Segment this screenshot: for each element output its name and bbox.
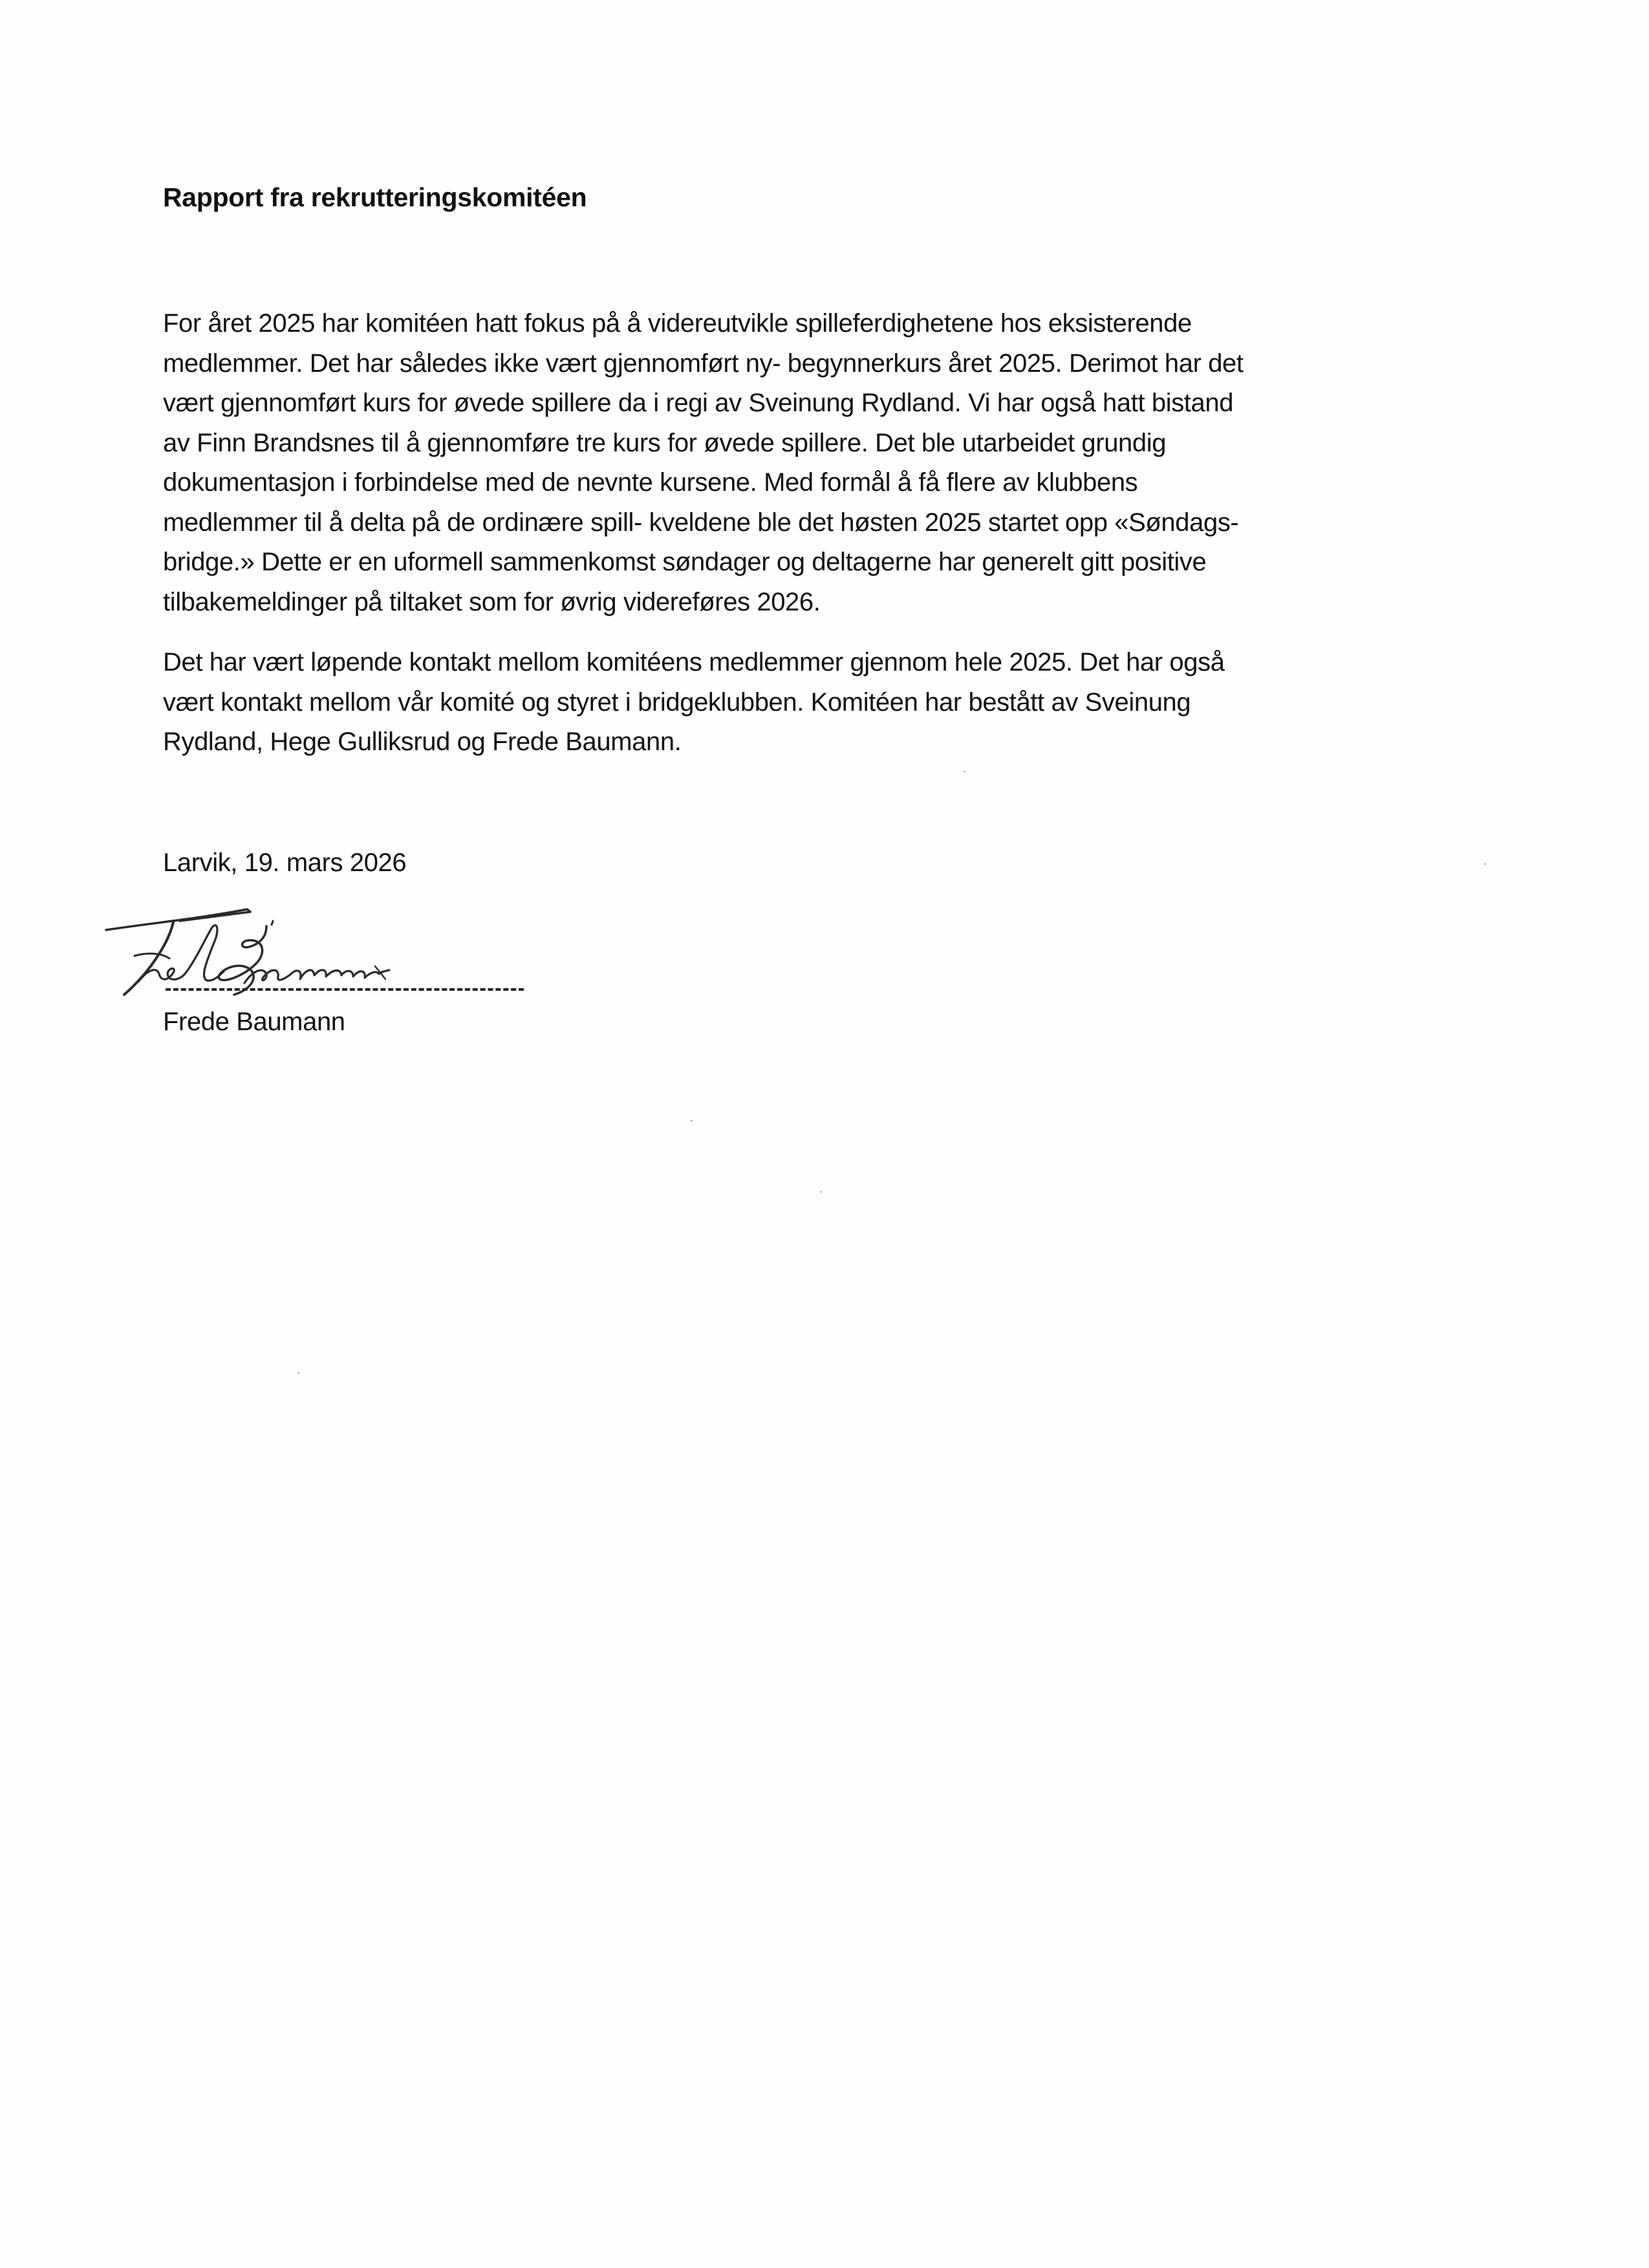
text-line: Det har vært løpende kontakt mellom komitéens medlemmer gjennom hele 2025. Det har også (163, 648, 1225, 676)
scan-speck (1484, 863, 1486, 865)
text-line: av Finn Brandsnes til å gjennomføre tre kurs for øvede spillere. Det ble utarbeidet grundig (163, 428, 1167, 457)
place-and-date: Larvik, 19. mars 2026 (163, 848, 407, 877)
text-line: For året 2025 har komitéen hatt fokus på å videreutvikle spilleferdighetene hos eksisterende (163, 309, 1192, 338)
scan-speck (964, 771, 965, 772)
text-line: Rydland, Hege Gulliksrud og Frede Baumann. (163, 728, 682, 756)
text-line: vært gjennomført kurs for øvede spillere da i regi av Sveinung Rydland. Vi har også hatt bistand (163, 389, 1234, 417)
signer-name: Frede Baumann (163, 1008, 345, 1036)
handwritten-signature (97, 899, 563, 1009)
scan-speck (691, 1120, 693, 1121)
text-line: tilbakemeldinger på tiltaket som for øvrig videreføres 2026. (163, 587, 821, 616)
signature-line (166, 988, 524, 991)
scan-speck (297, 1372, 299, 1374)
text-line: dokumentasjon i forbindelse med de nevnte kursene. Med formål å få flere av klubbens (163, 468, 1138, 497)
document-title: Rapport fra rekrutteringskomitéen (163, 182, 587, 212)
text-line: vært kontakt mellom vår komité og styret i bridgeklubben. Komitéen har bestått av Sveinung (163, 687, 1191, 717)
text-line: bridge.» Dette er en uformell sammenkomst søndager og deltagerne har generelt gitt positive (163, 548, 1207, 576)
text-line: medlemmer til å delta på de ordinære spill- kveldene ble det høsten 2025 startet opp «Søndags- (163, 508, 1239, 537)
scan-speck (820, 1191, 822, 1193)
text-line: medlemmer. Det har således ikke vært gjennomført ny- begynnerkurs året 2025. Derimot har det (163, 349, 1244, 378)
paragraph-2 (163, 643, 1456, 762)
paragraph-1 (163, 304, 1456, 622)
